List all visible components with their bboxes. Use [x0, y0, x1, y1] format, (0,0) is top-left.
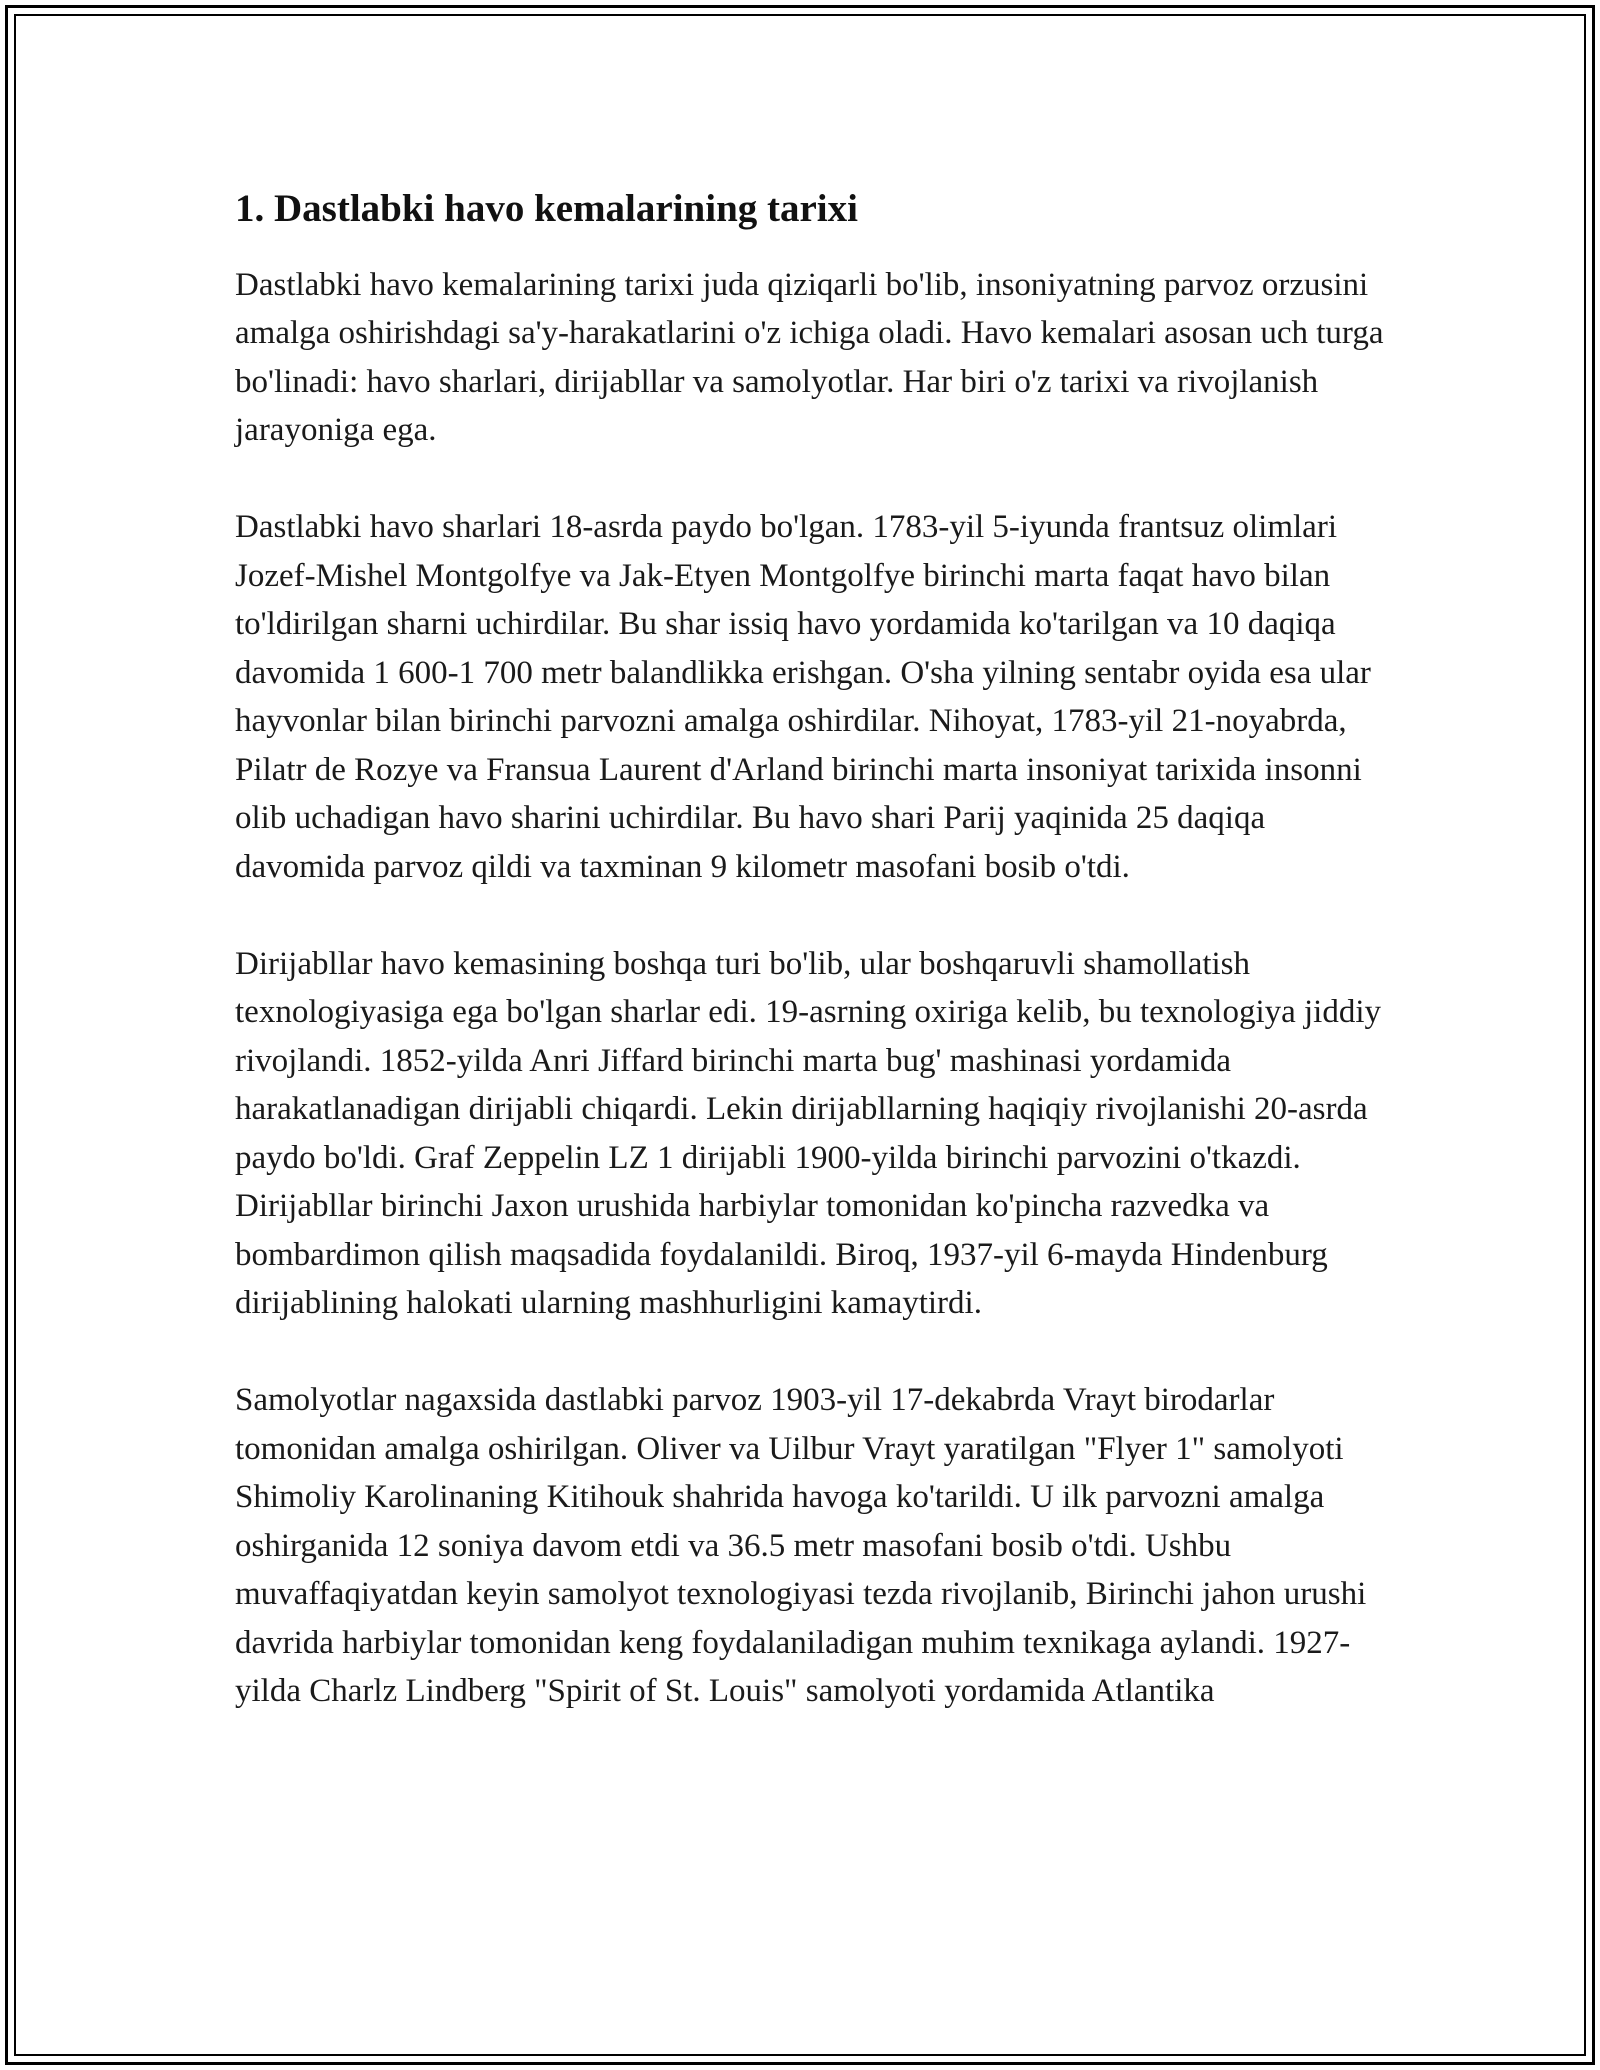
document-body	[235, 186, 1385, 1764]
paragraph-intro: Dastlabki havo kemalarining tarixi juda qiziqarli bo'lib, insoniyatning parvoz orzusini amalga oshirishdagi sa'y-harakatlarini o'z ichiga oladi. Havo kemalari asosan uch turga bo'linadi: havo sharlari, dirijabllar va samolyotlar. Har biri o'z tarixi va rivojlanish jarayoniga ega.	[235, 266, 1384, 449]
paragraph-airplanes: Samolyotlar nagaxsida dastlabki parvoz 1903-yil 17-dekabrda Vrayt birodarlar tomonidan amalga oshirilgan. Oliver va Uilbur Vrayt yaratilgan "Flyer 1" samolyoti Shimoliy Karolinaning Kitihouk shahrida havoga ko'tarildi. U ilk parvozni amalga oshirganida 12 soniya davom etdi va 36.5 metr masofani bosib o'tdi. Ushbu muvaffaqiyatdan keyin samolyot texnologiyasi tezda rivojlanib, Birinchi jahon urushi davrida harbiylar tomonidan keng foydalaniladigan muhim texnikaga aylandi. 1927-yilda Charlz Lindberg "Spirit of St. Louis" samolyoti yordamida Atlantika	[235, 1382, 1367, 1710]
paragraph-balloons: Dastlabki havo sharlari 18-asrda paydo bo'lgan. 1783-yil 5-iyunda frantsuz olimlari Jozef-Mishel Montgolfye va Jak-Etyen Montgolfye birinchi marta faqat havo bilan to'ldirilgan sharni uchirdilar. Bu shar issiq havo yordamida ko'tarilgan va 10 daqiqa davomida 1 600-1 700 metr balandlikka erishgan. O'sha yilning sentabr oyida esa ular hayvonlar bilan birinchi parvozni amalga oshirdilar. Nihoyat, 1783-yil 21-noyabrda, Pilatr de Rozye va Fransua Laurent d'Arland birinchi marta insoniyat tarixida insonni olib uchadigan havo sharini uchirdilar. Bu havo shari Parij yaqinida 25 daqiqa davomida parvoz qildi va taxminan 9 kilometr masofani bosib o'tdi.	[235, 509, 1371, 885]
section-heading: 1. Dastlabki havo kemalarining tarixi	[235, 187, 858, 230]
paragraph-dirigibles: Dirijabllar havo kemasining boshqa turi bo'lib, ular boshqaruvli shamollatish texnologiyasiga ega bo'lgan sharlar edi. 19-asrning oxiriga kelib, bu texnologiya jiddiy rivojlandi. 1852-yilda Anri Jiffard birinchi marta bug' mashinasi yordamida harakatlanadigan dirijabli chiqardi. Lekin dirijabllarning haqiqiy rivojlanishi 20-asrda paydo bo'ldi. Graf Zeppelin LZ 1 dirijabli 1900-yilda birinchi parvozini o'tkazdi. Dirijabllar birinchi Jaxon urushida harbiylar tomonidan ko'pincha razvedka va bombardimon qilish maqsadida foydalanildi. Biroq, 1937-yil 6-mayda Hindenburg dirijablining halokati ularning mashhurligini kamaytirdi.	[235, 945, 1382, 1322]
